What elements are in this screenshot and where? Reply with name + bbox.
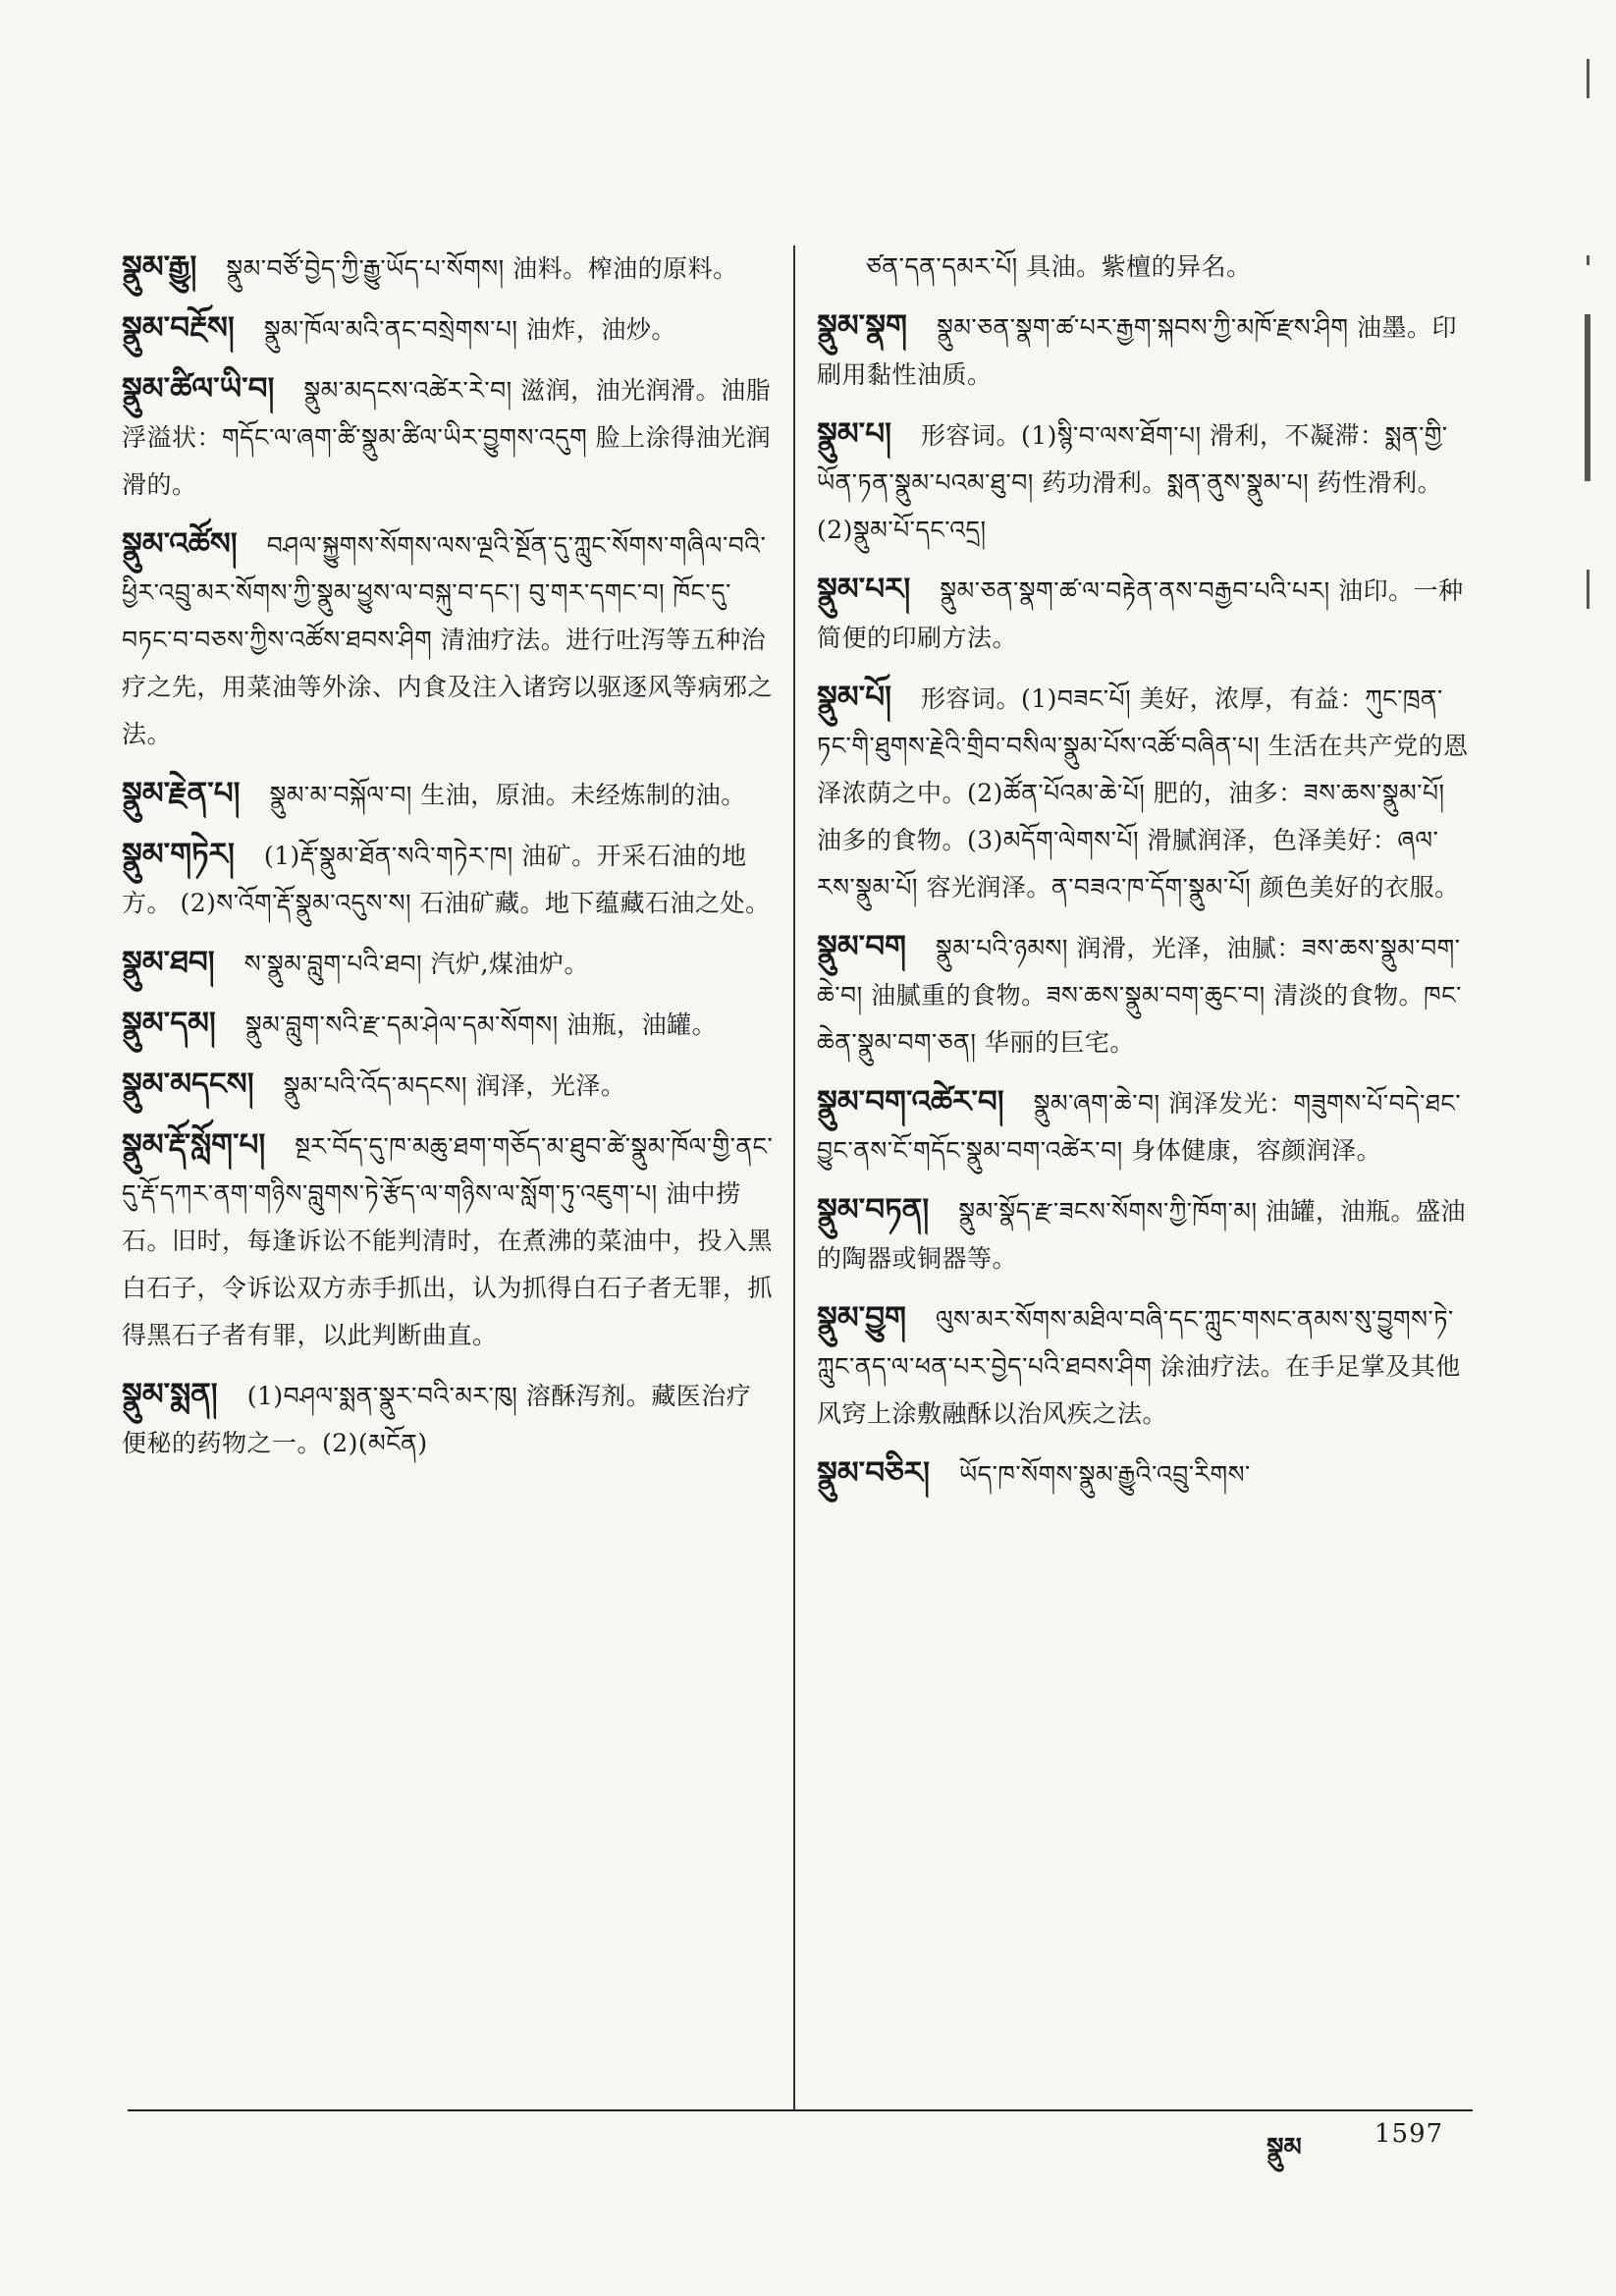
- entry-headword: སྣུམ་བྱུག: [817, 1300, 906, 1336]
- entry-definition: (1)རྡོ་སྣུམ་ཐོན་སའི་གཏེར་ཁ། 油矿。开采石油的地方。 (2)ས་འོག་རྡོ་སྣུམ་འདུས་ས། 石油矿藏。地下蕴藏石油之处。: [122, 842, 771, 917]
- entry-headword: སྣུམ་བག: [817, 929, 906, 964]
- entry-definition: སྣུམ་སྣོད་རྫ་ཟངས་སོགས་ཀྱི་ཁོག་མ། 油罐，油瓶。盛油的陶器或铜器等。: [817, 1197, 1466, 1273]
- entry-headword: སྣུམ་སྨན།: [122, 1377, 218, 1412]
- entry-definition: བཤལ་སྐྱུགས་སོགས་ལས་ལྔའི་སྔོན་དུ་ཀླུང་སོགས་གཞིལ་བའི་ཕྱིར་འབྲུ་མར་སོགས་ཀྱི་སྣུམ་ཕྱུས་ལ་བསྐུ་བ་དང་། བུ་གར་དགང་བ། ཁོང་དུ་བཏང་བ་བཅས་ཀྱིས་འཚོས་ཐབས་ཤིག 清油疗法。进行吐泻等五种治疗之先，用菜油等外涂、内食及注入诸窍以驱逐风等病邪之法。: [122, 531, 774, 748]
- dictionary-entry: [122, 1000, 775, 1049]
- entry-definition: སྣུམ་ཅན་སྣག་ཚ་པར་རྒྱག་སྐབས་ཀྱི་མཁོ་རྫས་ཤིག 油墨。印刷用黏性油质。: [817, 313, 1457, 389]
- dictionary-entry: [122, 1371, 775, 1467]
- scan-edge-marks: [1581, 59, 1600, 609]
- entry-definition: སྣུམ་ཞག་ཆེ་བ། 润泽发光：གཟུགས་པོ་བདེ་ཐང་བྱུང་ནས་ངོ་གདོང་སྣུམ་བག་འཚེར་བ། 身体健康，容颜润泽。: [817, 1089, 1462, 1165]
- left-column: [122, 244, 775, 1479]
- dictionary-entry: [817, 1294, 1470, 1438]
- dictionary-entry: [122, 520, 775, 758]
- dictionary-entry: [122, 365, 775, 509]
- entry-definition: 形容词。(1)བཟང་པོ། 美好，浓厚，有益：ཀུང་ཁྲན་ཏང་གི་ཐུགས་རྗེའི་གྲིབ་བསིལ་སྣུམ་པོས་འཚོ་བཞིན་པ། 生活在共产党的恩泽浓荫之中。(2)ཚོན་པོའམ་ཆེ་པོ། 肥的，油多：ཟས་ཆས་སྣུམ་པོ། 油多的食物。(3)མདོག་ལེགས་པོ། 滑腻润泽，色泽美好：ཞལ་རས་སྣུམ་པོ། 容光润泽。ན་བཟའ་ཁ་དོག་སྣུམ་པོ། 颜色美好的衣服。: [817, 684, 1469, 902]
- right-column: [817, 244, 1470, 1510]
- entry-headword: སྣུམ་བཏན།: [817, 1192, 930, 1228]
- dictionary-entry: [122, 244, 775, 293]
- dictionary-entry: [817, 566, 1470, 662]
- dictionary-entry: [122, 1121, 775, 1359]
- dictionary-entry: [817, 1186, 1470, 1283]
- entry-headword: སྣུམ་བག་འཚེར་བ།: [817, 1084, 1004, 1120]
- dictionary-entry: [122, 304, 775, 354]
- entry-definition: ལུས་མར་སོགས་མཐིལ་བཞི་དང་ཀླུང་གསང་ནམས་སུ་བྱུགས་ཏེ་ཀླུང་ནད་ལ་ཕན་པར་བྱེད་པའི་ཐབས་ཤིག 涂油疗法。在手足掌及其他风窍上涂敷融酥以治风疾之法。: [817, 1305, 1461, 1428]
- entry-definition: སྣུམ་ཁོལ་མའི་ནང་བསྲེགས་པ། 油炸，油炒。: [263, 315, 676, 344]
- entry-definition: (1)བཤལ་སྨན་སྣུར་བའི་མར་ཁུ། 溶酥泻剂。藏医治疗便秘的药物之一。(2)(མངོན): [122, 1382, 752, 1457]
- entry-headword: སྣུམ་ཚིལ་ཡི་བ།: [122, 371, 275, 407]
- entry-definition: སྔར་བོད་དུ་ཁ་མཆུ་ཐག་གཅོད་མ་ཐུབ་ཚེ་སྣུམ་ཁོལ་གྱི་ནང་དུ་རྡོ་དཀར་ནག་གཉིས་བླུགས་ཏེ་རྩོད་ལ་གཉིས་ལ་སློག་ཏུ་འཇུག་པ། 油中捞石。旧时，每逢诉讼不能判清时，在煮沸的菜油中，投入黑白石子，令诉讼双方赤手抓出，认为抓得白石子者无罪，抓得黑石子者有罪，以此判断曲直。: [122, 1132, 774, 1349]
- entry-definition: ཙན་དན་དམར་པོ། 具油。紫檀的异名。: [866, 252, 1252, 281]
- dictionary-entry: [817, 923, 1470, 1066]
- entry-definition: སྣུམ་བཙོ་བྱེད་ཀྱི་རྒྱུ་ཡོད་པ་སོགས། 油料。榨油的原料。: [226, 254, 738, 283]
- dictionary-entry: [817, 244, 1470, 291]
- entry-headword: སྣུམ་པ།: [817, 416, 891, 452]
- entry-headword: སྣུམ་གཏེར།: [122, 837, 235, 872]
- dictionary-entry: [122, 831, 775, 927]
- entry-headword: སྣུམ་བརྔོས།: [122, 310, 235, 346]
- entry-headword: སྣུམ་རྗེན་པ།: [122, 776, 241, 811]
- dictionary-entry: [817, 410, 1470, 554]
- entry-headword: སྣུམ་པོ།: [817, 680, 891, 715]
- entry-definition: ས་སྣུམ་བླུག་པའི་ཐབ། 汽炉,煤油炉。: [243, 950, 589, 978]
- dictionary-entry: [817, 302, 1470, 399]
- entry-headword: སྣུམ་བཅིར།: [817, 1455, 930, 1491]
- bottom-rule: [128, 2109, 1473, 2111]
- entry-headword: སྣུམ་པར།: [817, 572, 911, 607]
- dictionary-entry: [122, 1061, 775, 1110]
- entry-definition: སྣུམ་པའི་ཉམས། 润滑，光泽，油腻：ཟས་ཆས་སྣུམ་བག་ཆེ་བ། 油腻重的食物。ཟས་ཆས་སྣུམ་བག་ཆུང་བ། 清淡的食物。ཁང་ཆེན་སྣུམ་བག་ཅན། 华丽的巨宅。: [817, 934, 1462, 1057]
- dictionary-entry: [817, 674, 1470, 911]
- entry-definition: ཡོད་ཁ་སོགས་སྣུམ་རྒྱུའི་འབྲུ་རིགས་: [958, 1460, 1251, 1489]
- entry-definition: སྣུམ་ཅན་སྣག་ཚ་ལ་བརྟེན་ནས་བརྒྱབ་པའི་པར། 油印。一种简便的印刷方法。: [817, 576, 1464, 652]
- entry-definition: སྣུམ་བླུག་སའི་རྫ་དམ་ཤེལ་དམ་སོགས། 油瓶，油罐。: [244, 1011, 718, 1039]
- column-divider: [793, 246, 795, 2111]
- entry-headword: སྣུམ་དམ།: [122, 1006, 216, 1041]
- running-footer-word: སྣུམ: [1266, 2133, 1302, 2162]
- entry-definition: སྣུམ་པའི་འོད་མདངས། 润泽，光泽。: [283, 1071, 626, 1100]
- entry-definition: སྣུམ་མདངས་འཚེར་རེ་བ། 滋润，油光润滑。油脂浮溢状：གདོང་ལ་ཞག་ཚི་སྣུམ་ཚིལ་ཡིར་བྱུགས་འདུག 脸上涂得油光润滑的。: [122, 376, 772, 499]
- page-number: 1597: [1374, 2119, 1444, 2149]
- dictionary-entry: [122, 939, 775, 988]
- entry-definition: སྣུམ་མ་བསྐོལ་བ། 生油，原油。未经炼制的油。: [269, 781, 746, 809]
- entry-definition: 形容词。(1)སྙི་བ་ལས་ཐོག་པ། 滑利，不凝滞：སྨན་གྱི་ཡོན་ཏན་སྣུམ་པའམ་ཐུ་བ། 药功滑利。སྨན་ནུས་སྣུམ་པ། 药性滑利。(2)སྣུམ་པོ་དང་འདྲ།: [817, 421, 1448, 544]
- dictionary-entry: [817, 1078, 1470, 1175]
- entry-headword: སྣུམ་སྣག: [817, 308, 907, 344]
- entry-headword: སྣུམ་འཚོས།: [122, 526, 238, 562]
- entry-headword: སྣུམ་མདངས།: [122, 1066, 254, 1102]
- dictionary-entry: [817, 1449, 1470, 1499]
- entry-headword: སྣུམ་རྒྱུ།: [122, 249, 197, 285]
- entry-headword: སྣུམ་རྡོ་སློག་པ།: [122, 1127, 266, 1163]
- entry-headword: སྣུམ་ཐབ།: [122, 945, 215, 980]
- dictionary-entry: [122, 770, 775, 819]
